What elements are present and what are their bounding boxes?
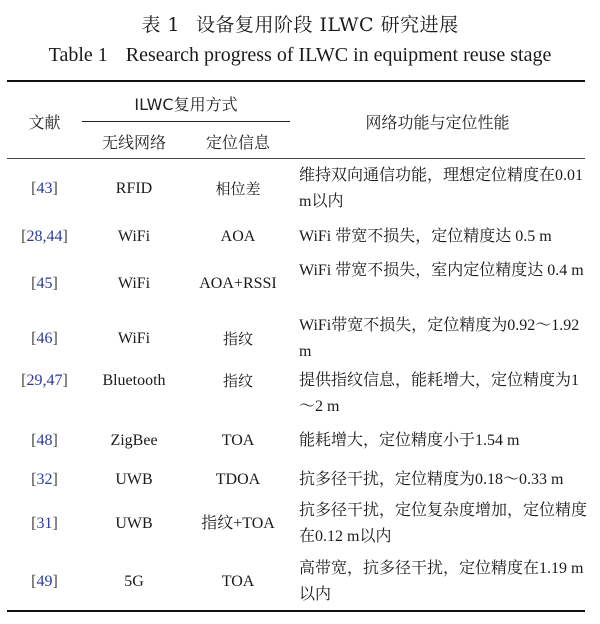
location-info-cell: TOA [221, 573, 255, 590]
reference-number[interactable]: 32 [36, 471, 53, 488]
performance-cell: 抗多径干扰，定位复杂度增加，定位精度在0.12 m以内 [299, 502, 588, 545]
open-bracket: [ [31, 432, 37, 449]
wireless-network-cell: ZigBee [110, 432, 158, 449]
close-bracket: ] [62, 372, 68, 389]
reference-number[interactable]: 46 [36, 330, 53, 347]
location-info-cell: AOA [220, 228, 256, 245]
location-info-cell: TOA [221, 432, 255, 449]
location-info-cell: 指纹 [222, 372, 253, 390]
reference-cell[interactable] [7, 368, 82, 394]
header-location-info: 定位信息 [205, 133, 270, 152]
wireless-network-cell: WiFi [117, 228, 151, 245]
header-performance: 网络功能与定位性能 [365, 113, 510, 132]
reference-number[interactable]: 48 [36, 432, 53, 449]
open-bracket: [ [31, 471, 37, 488]
close-bracket: ] [62, 228, 68, 245]
performance-cell: WiFi 带宽不损失，室内定位精度达 0.4 m [299, 262, 584, 279]
location-info-cell: 指纹+TOA [201, 515, 275, 532]
table-title-chinese [0, 10, 600, 37]
open-bracket: [ [31, 275, 37, 292]
reference-cell[interactable] [7, 467, 82, 493]
wireless-network-cell: Bluetooth [102, 372, 166, 389]
open-bracket: [ [31, 573, 37, 590]
wireless-network-cell: UWB [115, 515, 153, 532]
header-bottom-rule [7, 158, 585, 159]
open-bracket: [ [31, 330, 37, 347]
location-info-cell: TDOA [215, 471, 261, 488]
reference-cell[interactable] [7, 428, 82, 454]
reference-cell[interactable] [7, 176, 82, 202]
reference-cell[interactable] [7, 224, 82, 250]
close-bracket: ] [52, 330, 58, 347]
reference-number[interactable]: 31 [36, 515, 53, 532]
table-number-en: Table 1 [48, 44, 108, 66]
reference-number[interactable]: 28,44 [26, 228, 63, 245]
location-info-cell: AOA+RSSI [199, 275, 277, 292]
performance-cell: 提供指纹信息，能耗增大，定位精度为1～2 m [299, 372, 580, 415]
reference-cell[interactable] [7, 326, 82, 352]
header-reuse-mode-group: ILWC复用方式 [134, 95, 238, 114]
performance-cell: 抗多径干扰，定位精度为0.18～0.33 m [299, 471, 564, 488]
header-reference: 文献 [28, 113, 61, 132]
performance-cell: 能耗增大，定位精度小于1.54 m [299, 432, 520, 449]
table-caption-cn: 设备复用阶段 ILWC 研究进展 [196, 14, 459, 36]
reference-cell[interactable] [7, 271, 82, 297]
close-bracket: ] [52, 180, 58, 197]
reference-number[interactable]: 45 [36, 275, 53, 292]
wireless-network-cell: UWB [115, 471, 153, 488]
table-caption-en: Research progress of ILWC in equipment reuse stage [125, 44, 552, 66]
reference-cell[interactable] [7, 569, 82, 595]
performance-cell: 维持双向通信功能，理想定位精度在0.01 m以内 [299, 167, 584, 210]
performance-cell: WiFi 带宽不损失，定位精度达 0.5 m [299, 228, 552, 245]
close-bracket: ] [52, 515, 58, 532]
table-number-cn: 表 1 [141, 14, 180, 36]
reference-cell[interactable] [7, 511, 82, 537]
location-info-cell: 指纹 [222, 330, 253, 348]
performance-cell: WiFi带宽不损失，定位精度为0.92～1.92 m [299, 317, 580, 360]
open-bracket: [ [21, 372, 27, 389]
open-bracket: [ [31, 515, 37, 532]
close-bracket: ] [52, 432, 58, 449]
reference-number[interactable]: 29,47 [26, 372, 63, 389]
open-bracket: [ [31, 180, 37, 197]
group-header-rule [82, 121, 290, 122]
reference-number[interactable]: 43 [36, 180, 53, 197]
close-bracket: ] [52, 275, 58, 292]
wireless-network-cell: 5G [124, 573, 144, 590]
close-bracket: ] [52, 471, 58, 488]
reference-number[interactable]: 49 [36, 573, 53, 590]
header-wireless-network: 无线网络 [101, 133, 166, 152]
open-bracket: [ [21, 228, 27, 245]
bottom-rule [7, 610, 585, 612]
performance-cell: 高带宽，抗多径干扰，定位精度在1.19 m以内 [299, 560, 584, 603]
table-title-english [0, 44, 600, 67]
close-bracket: ] [52, 573, 58, 590]
location-info-cell: 相位差 [215, 180, 261, 198]
wireless-network-cell: WiFi [117, 275, 151, 292]
top-rule [7, 80, 585, 82]
wireless-network-cell: WiFi [117, 330, 151, 347]
wireless-network-cell: RFID [115, 180, 153, 197]
